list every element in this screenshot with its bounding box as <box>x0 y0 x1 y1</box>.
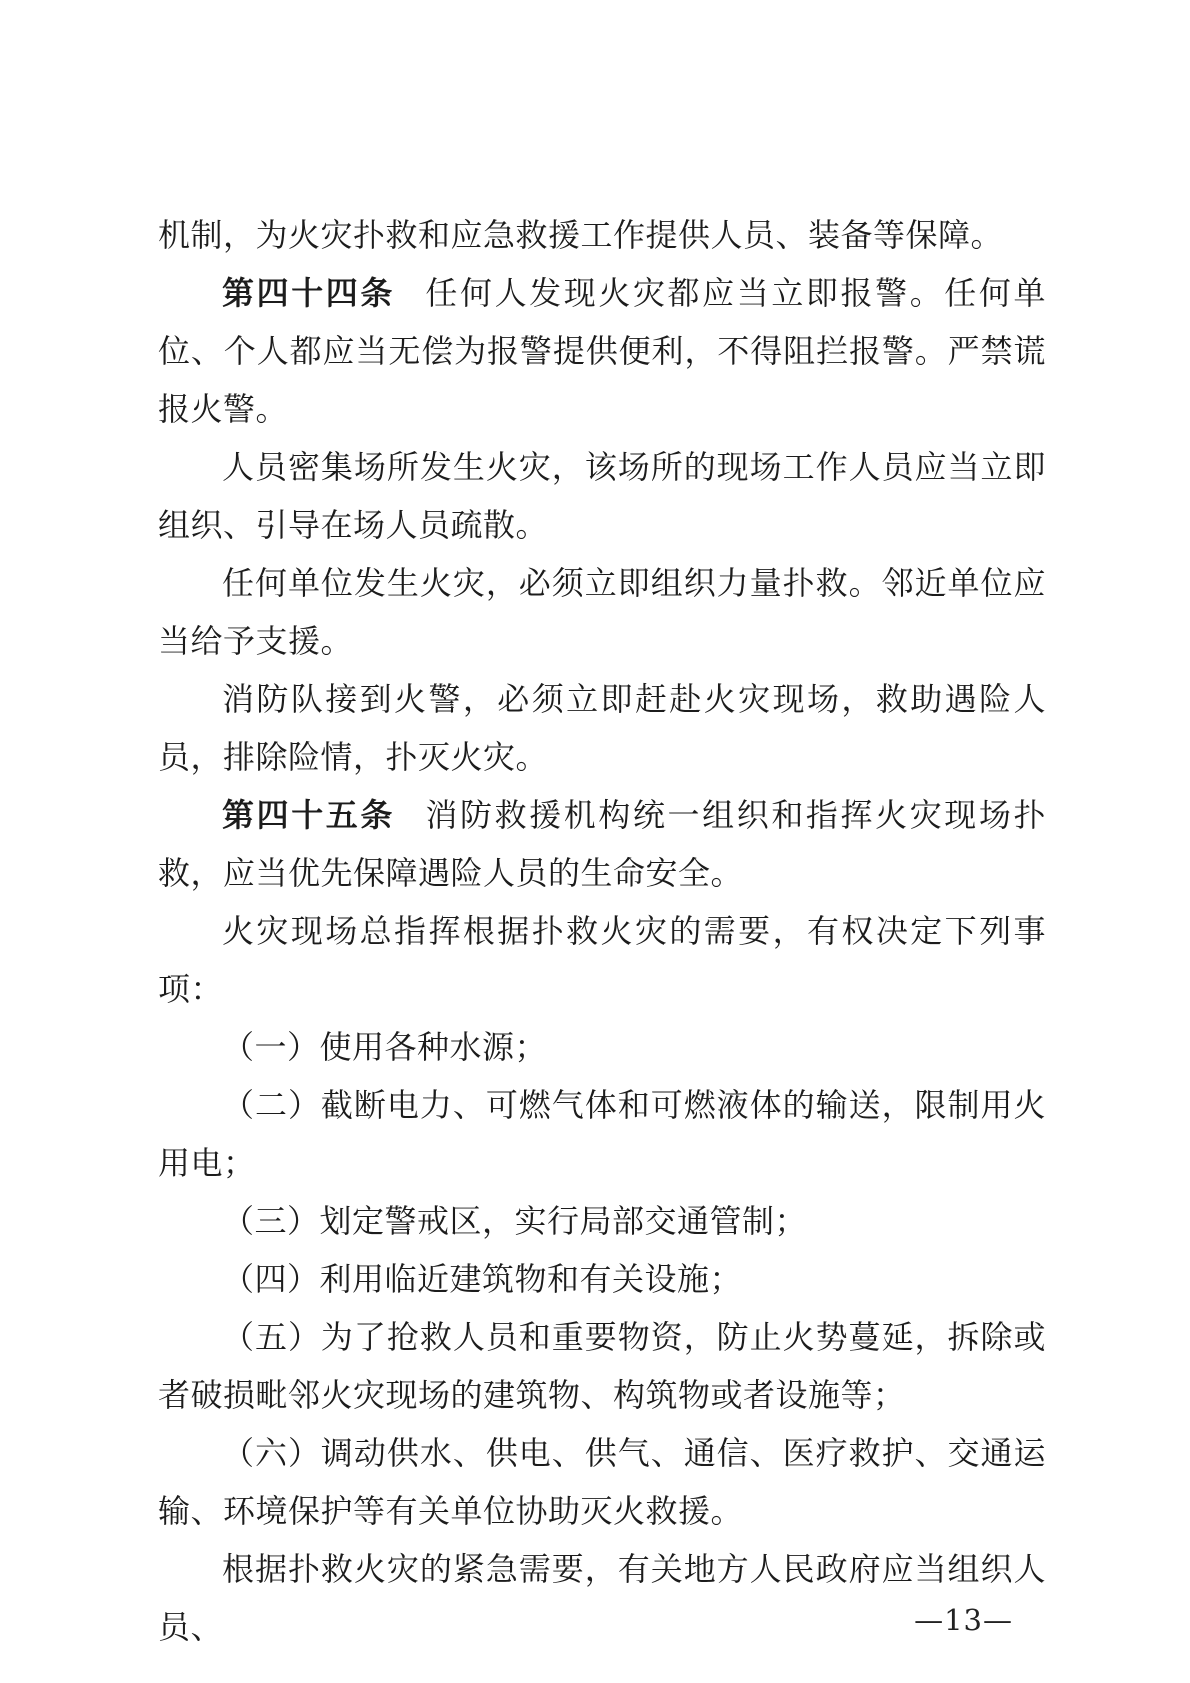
paragraph: （三）划定警戒区，实行局部交通管制； <box>222 1202 808 1240</box>
article-number-label: 第四十五条 <box>222 796 395 834</box>
page-number: —13— <box>914 1603 1013 1637</box>
paragraph: （四）利用临近建筑物和有关设施； <box>222 1260 743 1298</box>
paragraph: （五）为了抢救人员和重要物资，防止火势蔓延，拆除或者破损毗邻火灾现场的建筑物、构筑物或者设施等； <box>158 1318 1046 1414</box>
paragraph: （一）使用各种水源； <box>222 1028 548 1066</box>
article-number-label: 第四十四条 <box>222 274 395 312</box>
article-paragraph: 第四十四条 任何人发现火灾都应当立即报警。任何单位、个人都应当无偿为报警提供便利，不得阻拦报警。严禁谎报火警。 <box>158 274 1046 428</box>
paragraph: 任何单位发生火灾，必须立即组织力量扑救。邻近单位应当给予支援。 <box>158 564 1046 660</box>
paragraph: 人员密集场所发生火灾，该场所的现场工作人员应当立即组织、引导在场人员疏散。 <box>158 448 1046 544</box>
paragraph: 火灾现场总指挥根据扑救火灾的需要，有权决定下列事项： <box>158 912 1046 1008</box>
paragraph: 消防队接到火警，必须立即赶赴火灾现场，救助遇险人员，排除险情，扑灭火灾。 <box>158 680 1046 776</box>
article-paragraph: 第四十五条 消防救援机构统一组织和指挥火灾现场扑救，应当优先保障遇险人员的生命安全。 <box>158 796 1046 892</box>
document-body <box>158 206 1046 1656</box>
paragraph: （六）调动供水、供电、供气、通信、医疗救护、交通运输、环境保护等有关单位协助灭火救援。 <box>158 1434 1046 1530</box>
paragraph: 机制，为火灾扑救和应急救援工作提供人员、装备等保障。 <box>158 216 1004 254</box>
paragraph: 根据扑救火灾的紧急需要，有关地方人民政府应当组织人员、 <box>158 1550 1046 1646</box>
paragraph: （二）截断电力、可燃气体和可燃液体的输送，限制用火用电； <box>158 1086 1046 1182</box>
